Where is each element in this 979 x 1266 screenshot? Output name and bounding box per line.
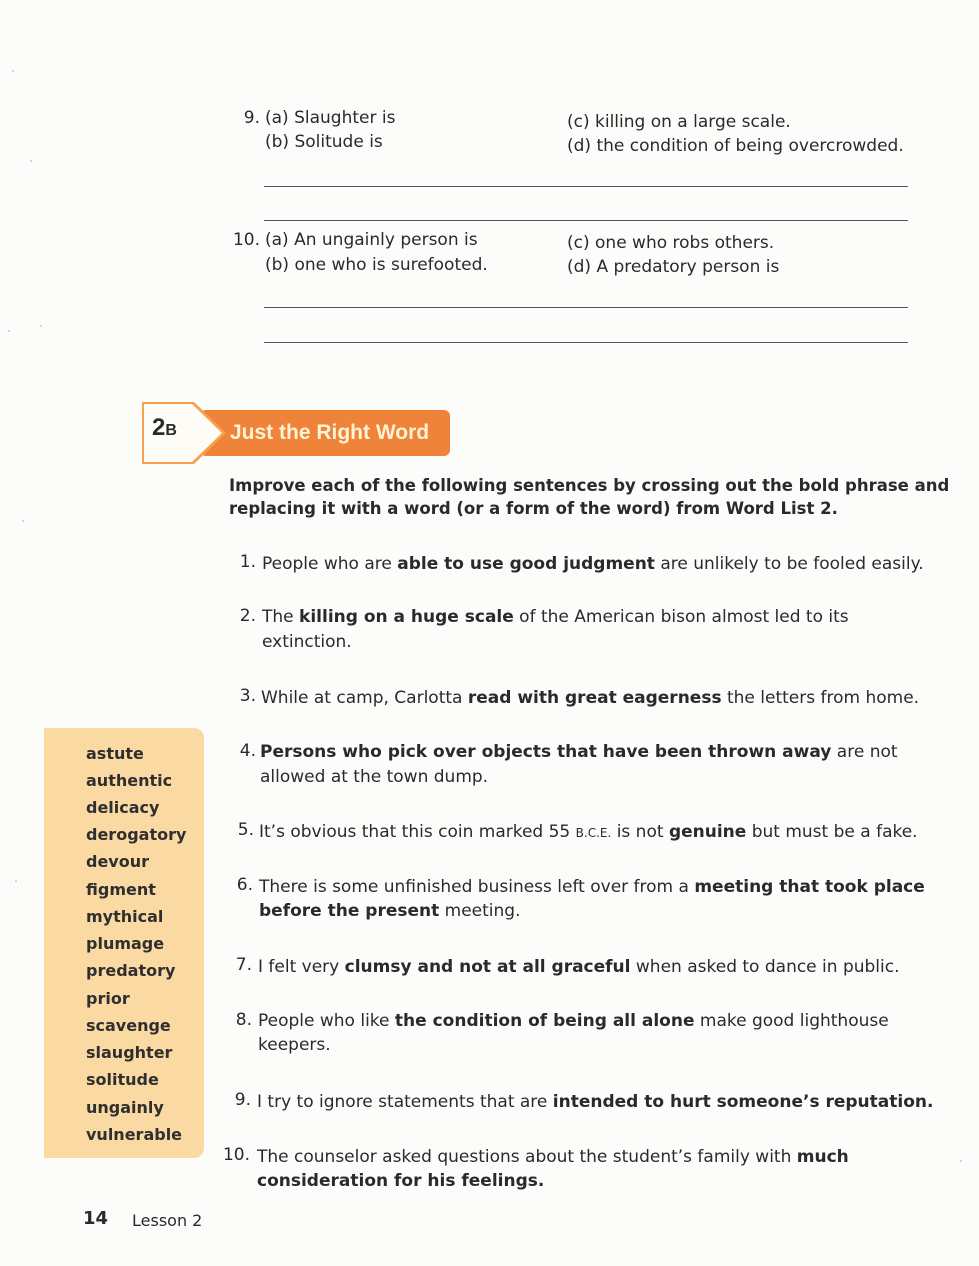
sentence-continuation: allowed at the town dump. [260, 767, 489, 787]
scan-speck [8, 330, 10, 332]
word-list-item: scavenge [86, 1016, 171, 1035]
word-list-item: delicacy [86, 798, 160, 817]
sentence-number: 3. [239, 686, 256, 706]
section-banner [140, 400, 458, 464]
bold-phrase[interactable]: able to use good judgment [397, 554, 655, 574]
scan-speck [40, 325, 42, 327]
bold-phrase[interactable]: clumsy and not at all graceful [344, 957, 631, 977]
word-list-item: prior [86, 989, 130, 1008]
sentence-number: 4. [239, 741, 256, 761]
sentence-number: 5. [237, 820, 254, 840]
word-list-item: figment [86, 880, 156, 899]
sentence-continuation: extinction. [262, 632, 352, 652]
word-list-item: ungainly [86, 1098, 164, 1117]
workbook-page: 9. (a) Slaughter is (b) Solitude is (c) killing on a large scale. (d) the condition of being overcrowded. 10. (a) An ungainly person is (b) one who is surefooted. (c) one who robs others. (d) A predatory person is 2B Just the Right Word Improve each of the following sentences by crossing out the bold phrase and replacing it with a word (or a form of the word) from Word List 2. 1. People who are able to use good judgment are unlikely to be fooled easily. 2. The killing on a huge scale of the American bison almost led to its extinction. 3. While at camp, Carlotta read with great eagerness the letters from home. 4. Persons who pick over objects that have been thrown away are not allowed at the town dump. 5. It’s obvious that this coin marked 55 B.C.E. is not genuine but must be a fake. 6. There is some unfinished business left over from a meeting that took place before the present meeting. 7. I felt very clumsy and not at all graceful when asked to dance in public. 8. People who like the condition of being all alone make good lighthouse keepers. 9. I try to ignore statements that are intended to hurt someone’s reputation. 10. The counselor asked questions about the student’s family with much consideration for his feelings. astute authentic delicacy derogatory devour figment mythical plumage predatory prior scavenge slaughter solitude ungainly vulnerable 14 Lesson 2 [0, 0, 979, 1266]
instructions-line-1: Improve each of the following sentences by crossing out the bold phrase and [229, 476, 950, 495]
bold-phrase[interactable]: consideration for his feelings. [257, 1171, 545, 1191]
word-list-item: predatory [86, 961, 176, 980]
word-list-item: vulnerable [86, 1125, 183, 1144]
answer-line[interactable] [264, 307, 908, 308]
word-list-item: solitude [86, 1070, 159, 1089]
scan-speck [12, 70, 14, 72]
section-title: Just the Right Word [230, 421, 430, 444]
word-list-item: devour [86, 852, 150, 871]
word-list-item: derogatory [86, 825, 187, 844]
word-list-item: authentic [86, 771, 173, 790]
sentence-number: 8. [235, 1010, 252, 1030]
sentence-number: 10. [222, 1145, 250, 1165]
choice-c: (c) killing on a large scale. [567, 112, 791, 132]
choice-a: (a) Slaughter is [265, 108, 396, 128]
bold-phrase[interactable]: Persons who pick over objects that have been thrown away [260, 742, 832, 762]
scan-speck [960, 1160, 962, 1162]
matching-number: 9. [243, 108, 260, 128]
sentence-number: 6. [236, 875, 253, 895]
bold-phrase[interactable]: meeting that took place [694, 877, 925, 897]
bold-phrase[interactable]: killing on a huge scale [299, 607, 514, 627]
word-list-item: mythical [86, 907, 164, 926]
sentence-continuation: keepers. [258, 1035, 331, 1055]
choice-b: (b) one who is surefooted. [265, 255, 488, 275]
bold-phrase[interactable]: before the present [259, 901, 440, 921]
answer-line[interactable] [264, 220, 908, 221]
choice-a: (a) An ungainly person is [265, 230, 478, 250]
page-number: 14 [83, 1208, 109, 1229]
choice-b: (b) Solitude is [265, 132, 383, 152]
scan-speck [15, 880, 17, 882]
answer-line[interactable] [264, 342, 908, 343]
matching-number: 10. [232, 230, 260, 250]
section-code: 2B [152, 414, 177, 441]
bold-phrase[interactable]: read with great eagerness [467, 688, 722, 708]
bold-phrase[interactable]: much [796, 1147, 849, 1167]
choice-d: (d) the condition of being overcrowded. [567, 136, 904, 156]
scan-speck [22, 520, 24, 522]
sentence-number: 2. [239, 606, 256, 626]
bold-phrase[interactable]: genuine [668, 822, 747, 842]
footer-lesson: Lesson 2 [132, 1211, 203, 1230]
sentence-number: 9. [234, 1090, 251, 1110]
bold-phrase[interactable]: the condition of being all alone [394, 1011, 695, 1031]
choice-c: (c) one who robs others. [567, 233, 775, 253]
word-list-item: plumage [86, 934, 165, 953]
bold-phrase[interactable]: intended to hurt someone’s reputation. [552, 1092, 934, 1112]
sentence-number: 1. [239, 552, 256, 572]
sentence-number: 7. [235, 955, 252, 975]
answer-line[interactable] [264, 186, 908, 187]
word-list-item: slaughter [86, 1043, 173, 1062]
word-list-sidebar [44, 728, 204, 1158]
scan-speck [30, 160, 32, 162]
choice-d: (d) A predatory person is [567, 257, 780, 277]
instructions-line-2: replacing it with a word (or a form of the word) from Word List 2. [229, 499, 838, 518]
word-list-item: astute [86, 744, 144, 763]
